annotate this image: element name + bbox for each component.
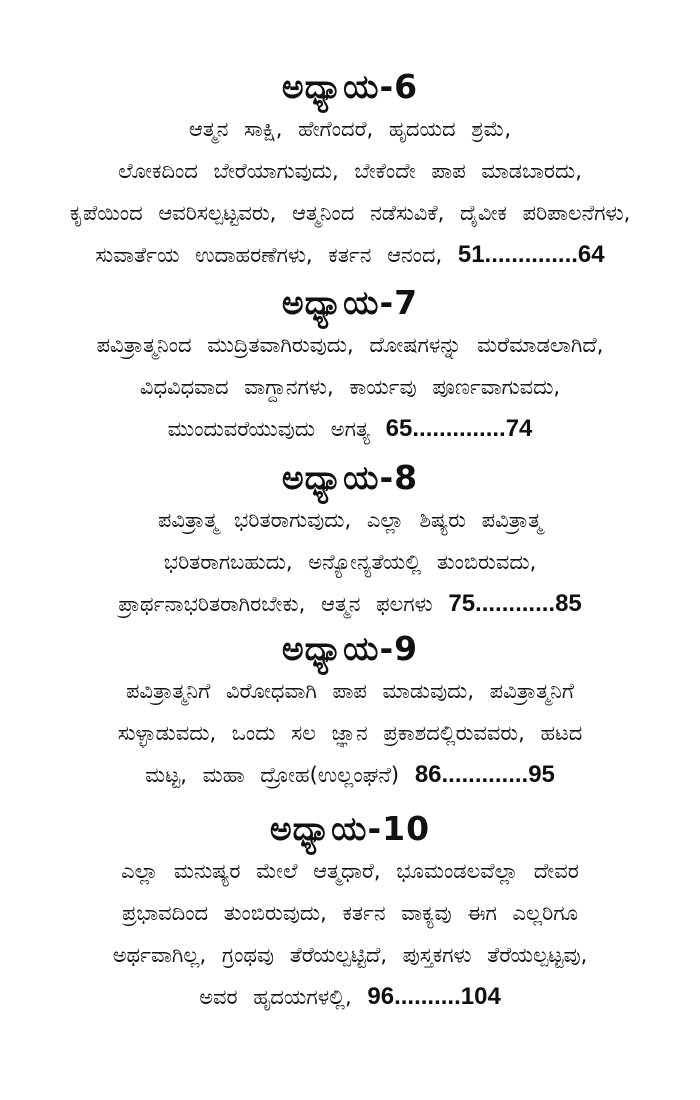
chapter-9-line-3-text: ಮಟ್ಟ, ಮಹಾ ದ್ರೋಹ(ಉಲ್ಲಂಘನೆ) xyxy=(145,763,400,787)
chapter-10-title: ಅಧ್ಯಾಯ-10 xyxy=(269,809,431,848)
chapter-10-page-range: 96..........104 xyxy=(367,983,501,1010)
chapter-8-line-3 xyxy=(10,583,690,625)
chapter-7-section xyxy=(10,282,690,450)
chapter-10-line-4 xyxy=(10,976,690,1018)
chapter-10-line-1: ಎಲ್ಲಾ ಮನುಷ್ಯರ ಮೇಲೆ ಆತ್ಮಧಾರೆ, ಭೂಮಂಡಲವೆಲ್ಲಾ ದೇವರ xyxy=(121,859,579,883)
chapter-8-title: ಅಧ್ಯಾಯ-8 xyxy=(281,458,419,497)
chapter-8-line-3-text: ಪ್ರಾರ್ಥನಾಭರಿತರಾಗಿರಬೇಕು, ಆತ್ಮನ ಫಲಗಳು xyxy=(118,592,433,616)
chapter-6-title: ಅಧ್ಯಾಯ-6 xyxy=(281,67,419,106)
chapter-9-line-2: ಸುಳ್ಳಾಡುವದು, ಒಂದು ಸಲ ಜ್ಞಾನ ಪ್ರಕಾಶದಲ್ಲಿರುವವರು, ಹಟದ xyxy=(117,721,583,745)
chapter-7-line-3-text: ಮುಂದುವರೆಯುವುದು ಅಗತ್ಯ xyxy=(167,417,370,441)
chapter-10-line-3: ಅರ್ಥವಾಗಿಲ್ಲ, ಗ್ರಂಥವು ತೆರೆಯಲ್ಪಟ್ಟಿದೆ, ಪುಸ್ತಕಗಳು ತೆರೆಯಲ್ಪಟ್ಟವು, xyxy=(112,943,588,967)
chapter-8-page-range: 75............85 xyxy=(448,590,582,617)
chapter-7-line-2: ವಿಧವಿಧವಾದ ವಾಗ್ದಾನಗಳು, ಕಾರ್ಯವು ಪೂರ್ಣವಾಗುವದು, xyxy=(139,375,561,399)
chapter-9-page-range: 86.............95 xyxy=(414,761,555,788)
chapter-9-line-1: ಪವಿತ್ರಾತ್ಮನಿಗೆ ವಿರೋಧವಾಗಿ ಪಾಪ ಮಾಡುವುದು, ಪವಿತ್ರಾತ್ಮನಿಗೆ xyxy=(125,679,575,703)
chapter-6-line-2: ಲೋಕದಿಂದ ಬೇರೆಯಾಗುವುದು, ಬೇಕೆಂದೇ ಪಾಪ ಮಾಡಬಾರದು, xyxy=(118,159,582,183)
chapter-6-line-1: ಆತ್ಮನ ಸಾಕ್ಷಿ, ಹೇಗೆಂದರೆ, ಹೃದಯದ ಶ್ರಮೆ, xyxy=(188,117,512,141)
chapter-9-section xyxy=(10,628,690,796)
chapter-6-page-range: 51..............64 xyxy=(457,241,605,268)
chapter-10-section xyxy=(10,808,690,1018)
chapter-10-line-4-text: ಅವರ ಹೃದಯಗಳಲ್ಲಿ, xyxy=(199,985,352,1009)
chapter-7-page-range: 65..............74 xyxy=(385,415,533,442)
chapter-8-section xyxy=(10,457,690,625)
chapter-10-line-2: ಪ್ರಭಾವದಿಂದ ತುಂಬಿರುವುದು, ಕರ್ತನ ವಾಕ್ಯವು ಈಗ ಎಲ್ಲರಿಗೂ xyxy=(122,901,578,925)
chapter-7-title: ಅಧ್ಯಾಯ-7 xyxy=(281,283,419,322)
chapter-9-line-3 xyxy=(10,754,690,796)
chapter-6-line-3: ಕೃಪೆಯಿಂದ ಆವರಿಸಲ್ಪಟ್ಟವರು, ಆತ್ಮನಿಂದ ನಡೆಸುವಿಕೆ, ದೈವೀಕ ಪರಿಪಾಲನೆಗಳು, xyxy=(69,201,631,225)
chapter-9-title: ಅಧ್ಯಾಯ-9 xyxy=(281,629,419,668)
chapter-6-line-4 xyxy=(10,234,690,276)
chapter-8-line-2: ಭರಿತರಾಗಬಹುದು, ಅನ್ಯೋನ್ಯತೆಯಲ್ಲಿ ತುಂಬಿರುವದು, xyxy=(163,550,537,574)
chapter-7-line-3 xyxy=(10,408,690,450)
chapter-6-line-4-text: ಸುವಾರ್ತೆಯ ಉದಾಹರಣೆಗಳು, ಕರ್ತನ ಆನಂದ, xyxy=(95,243,443,267)
chapter-8-line-1: ಪವಿತ್ರಾತ್ಮ ಭರಿತರಾಗುವುದು, ಎಲ್ಲಾ ಶಿಷ್ಯರು ಪವಿತ್ರಾತ್ಮ xyxy=(157,508,543,532)
chapter-7-line-1: ಪವಿತ್ರಾತ್ಮನಿಂದ ಮುದ್ರಿತವಾಗಿರುವುದು, ದೋಷಗಳನ್ನು ಮರೆಮಾಡಲಾಗಿದೆ, xyxy=(96,333,604,357)
chapter-6-section xyxy=(10,66,690,276)
